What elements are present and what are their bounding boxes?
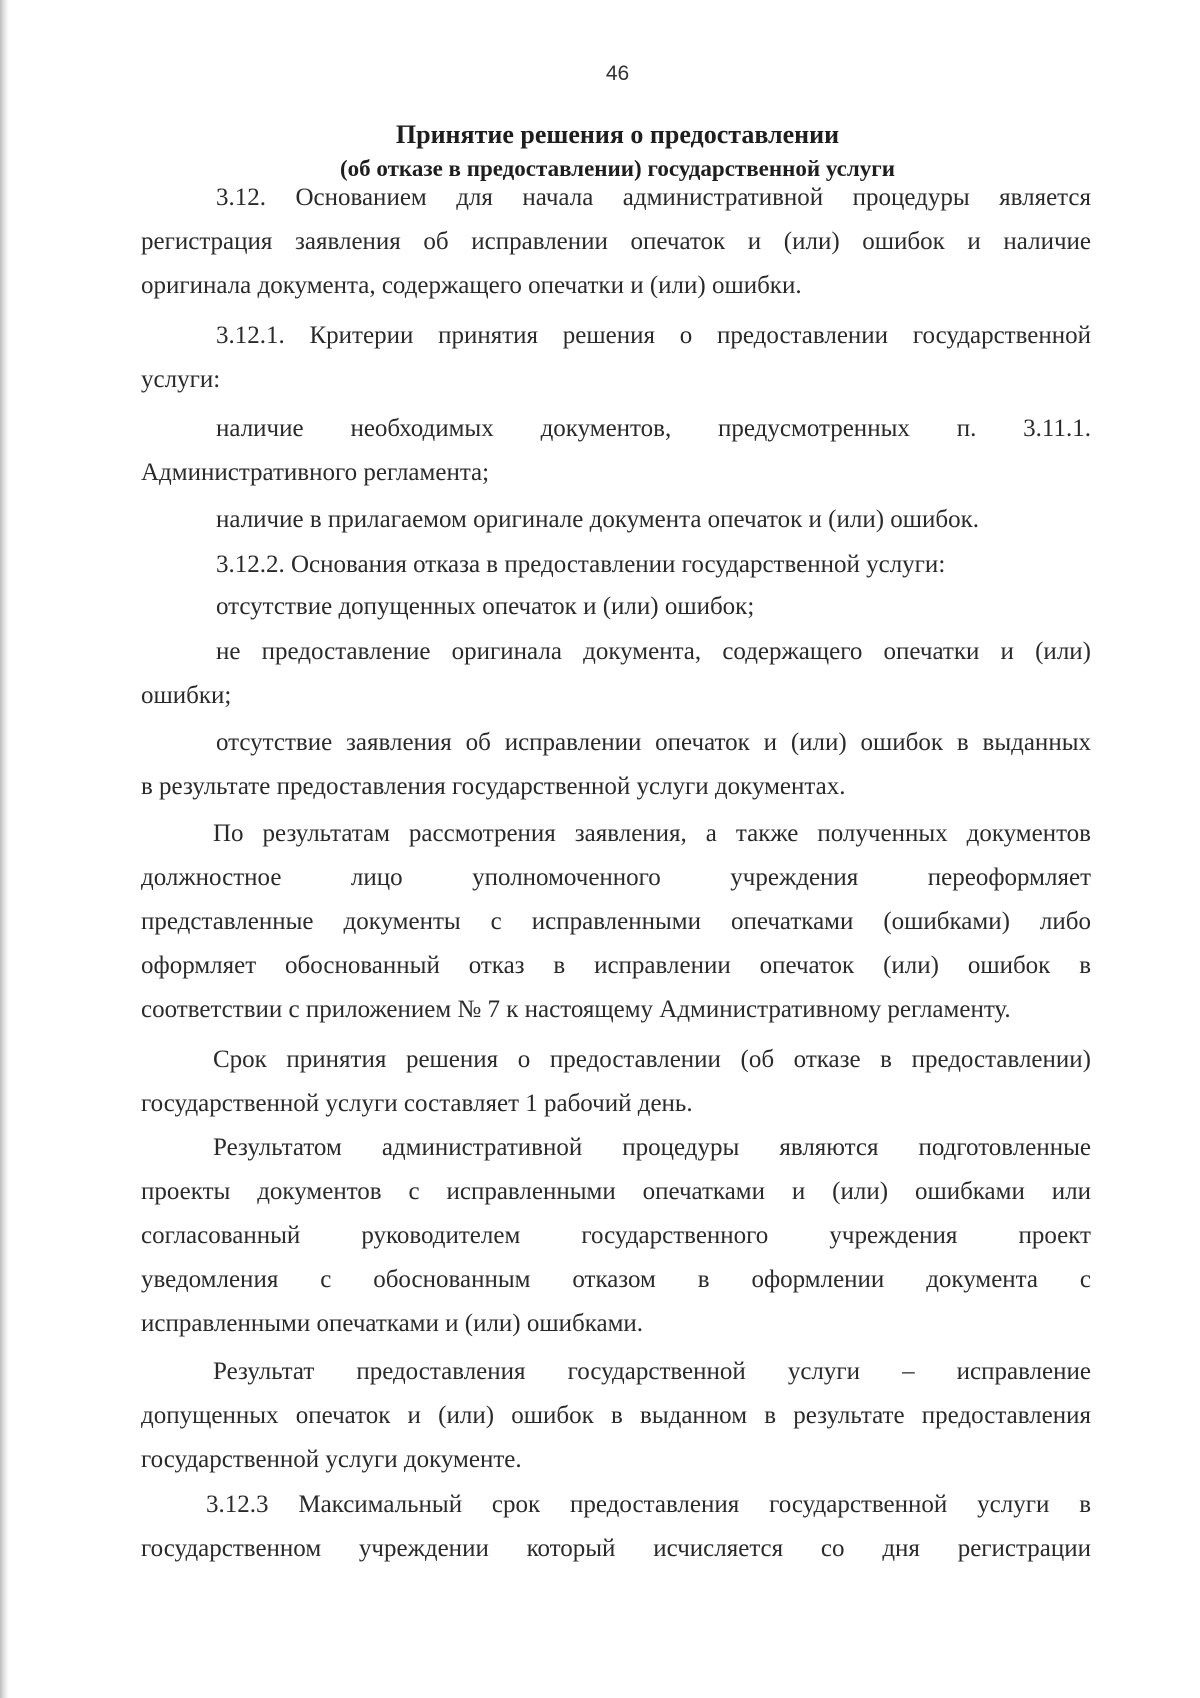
paragraph-line: в результате предоставления государственной услуги документах. [141,773,846,800]
paragraph-line: проекты документов с исправленными опечатками и (или) ошибками или [141,1178,1091,1205]
paragraph-procedure-result [141,1126,1091,1346]
paragraph-line: отсутствие заявления об исправлении опечаток и (или) ошибок в выданных [216,729,1091,756]
paragraph-line: согласованный руководителем государственного учреждения проект [141,1222,1091,1249]
section-heading-line-1: Принятие решения о предоставлении [395,120,840,149]
paragraph-line: допущенных опечаток и (или) ошибок в выданном в результате предоставления [141,1402,1091,1429]
paragraph-3-12-3 [141,1483,1091,1571]
paragraph-line: государственной услуги документе. [141,1446,522,1473]
paragraph-line: уведомления с обоснованным отказом в оформлении документа с [141,1266,1091,1293]
paragraph-refusal-no-errors [141,585,1091,629]
paragraph-line: наличие в прилагаемом оригинале документа опечаток и (или) ошибок. [216,506,980,533]
paragraph-line: Административного регламента; [141,459,490,486]
section-heading-line-2: (об отказе в предоставлении) государственной услуги [340,156,895,181]
paragraph-review-results [141,812,1091,1032]
paragraph-line: услуги: [141,366,221,393]
paragraph-line: Результатом административной процедуры являются подготовленные [213,1134,1091,1161]
paragraph-criteria-documents [141,407,1091,495]
paragraph-line: должностное лицо уполномоченного учреждения переоформляет [141,864,1091,891]
paragraph-line: 3.12.2. Основания отказа в предоставлении государственной услуги: [216,551,946,578]
paragraph-line: оригинала документа, содержащего опечатки и (или) ошибки. [141,272,802,299]
paragraph-3-12 [141,176,1091,308]
paragraph-line: ошибки; [141,682,232,709]
paragraph-refusal-no-original [141,630,1091,718]
paragraph-service-result [141,1350,1091,1482]
page-number: 46 [605,62,630,85]
paragraph-line: государственной услуги составляет 1 рабочий день. [141,1090,693,1117]
paragraph-decision-term [141,1038,1091,1126]
paragraph-line: регистрация заявления об исправлении опечаток и (или) ошибок и наличие [141,228,1091,255]
paragraph-line: Срок принятия решения о предоставлении (об отказе в предоставлении) [213,1046,1091,1073]
paragraph-line: 3.12.1. Критерии принятия решения о предоставлении государственной [216,322,1091,349]
paragraph-line: представленные документы с исправленными опечатками (ошибками) либо [141,908,1091,935]
paragraph-line: отсутствие допущенных опечаток и (или) ошибок; [216,593,755,620]
paragraph-line: 3.12. Основанием для начала административной процедуры является [216,184,1091,211]
paragraph-criteria-errors [141,498,1091,542]
paragraph-line: Результат предоставления государственной услуги – исправление [213,1358,1091,1385]
paragraph-refusal-no-application [141,721,1091,809]
paragraph-line: не предоставление оригинала документа, содержащего опечатки и (или) [216,638,1091,665]
paragraph-line: наличие необходимых документов, предусмотренных п. 3.11.1. [216,415,1091,442]
paragraph-line: соответствии с приложением № 7 к настоящему Административному регламенту. [141,996,1011,1023]
paragraph-line: По результатам рассмотрения заявления, а также полученных документов [213,820,1091,847]
paragraph-3-12-2 [141,543,1091,587]
paragraph-line: оформляет обоснованный отказ в исправлении опечаток (или) ошибок в [141,952,1091,979]
paragraph-line: государственном учреждении который исчисляется со дня регистрации [141,1535,1091,1562]
paragraph-line: исправленными опечатками и (или) ошибками. [141,1310,644,1337]
paragraph-3-12-1 [141,314,1091,402]
paragraph-line: 3.12.3 Максимальный срок предоставления государственной услуги в [206,1491,1091,1518]
